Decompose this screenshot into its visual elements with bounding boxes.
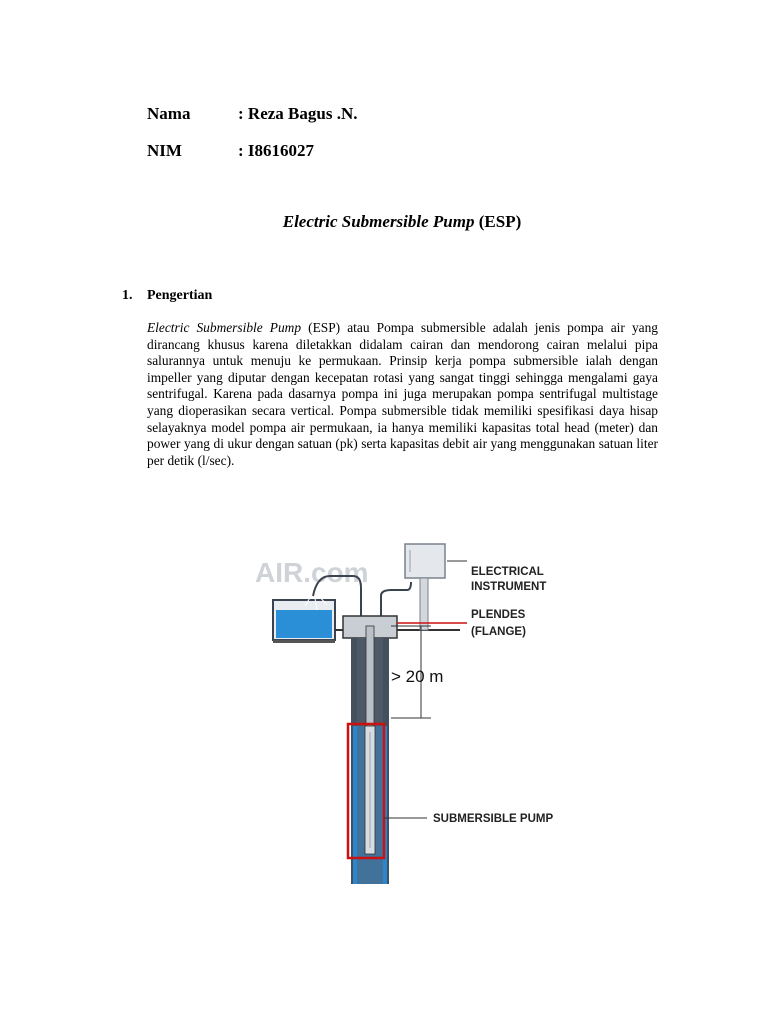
- title-italic: Electric Submersible Pump: [282, 212, 475, 231]
- depth-label: > 20 m: [391, 667, 444, 686]
- name-label: Nama: [147, 104, 191, 123]
- label-flange-line2: (FLANGE): [471, 626, 526, 638]
- name-value: : Reza Bagus .N.: [238, 104, 358, 123]
- label-submersible-pump: SUBMERSIBLE PUMP: [433, 813, 554, 825]
- label-electrical-line2: INSTRUMENT: [471, 581, 547, 593]
- label-flange-line1: PLENDES: [471, 609, 526, 621]
- pump-body: [365, 726, 375, 854]
- paragraph-italic-term: Electric Submersible Pump: [147, 320, 302, 335]
- paragraph-text: (ESP) atau Pompa submersible adalah jenis pompa air yang dirancang khusus karena diletakkan didalam cairan dan mendorong cairan melalui pipa salurannya untuk menuju ke permukaan. Prinsip kerja pompa submersible ialah dengan impeller yang diputar dengan kecepatan rotasi yang sangat tinggi sehingga mengalami gaya sentrifugal. Karena pada dasarnya pompa ini juga merupakan pompa sentrifugal multistage yang dioperasikan secara vertical. Pompa submersible tidak memiliki spesifikasi daya hisap selayaknya model pompa air permukaan, ia hanya memiliki kapasitas total head (meter) dan power yang di ukur dengan satuan (pk) serta kapasitas debit air yang menggunakan satuan liter per detik (l/sec).: [147, 320, 658, 468]
- nim-value: : I8616027: [238, 141, 315, 160]
- label-electrical-line1: ELECTRICAL: [471, 566, 544, 578]
- nim-label: NIM: [147, 141, 182, 160]
- watermark-text: AIR.com: [255, 557, 369, 588]
- title-rest: (ESP): [474, 212, 522, 231]
- riser-pipe: [366, 626, 374, 726]
- section-heading: Pengertian: [147, 288, 213, 303]
- esp-diagram: [235, 536, 575, 886]
- document-title: [0, 212, 768, 232]
- section-paragraph: [147, 320, 658, 469]
- section-number: 1.: [122, 288, 133, 303]
